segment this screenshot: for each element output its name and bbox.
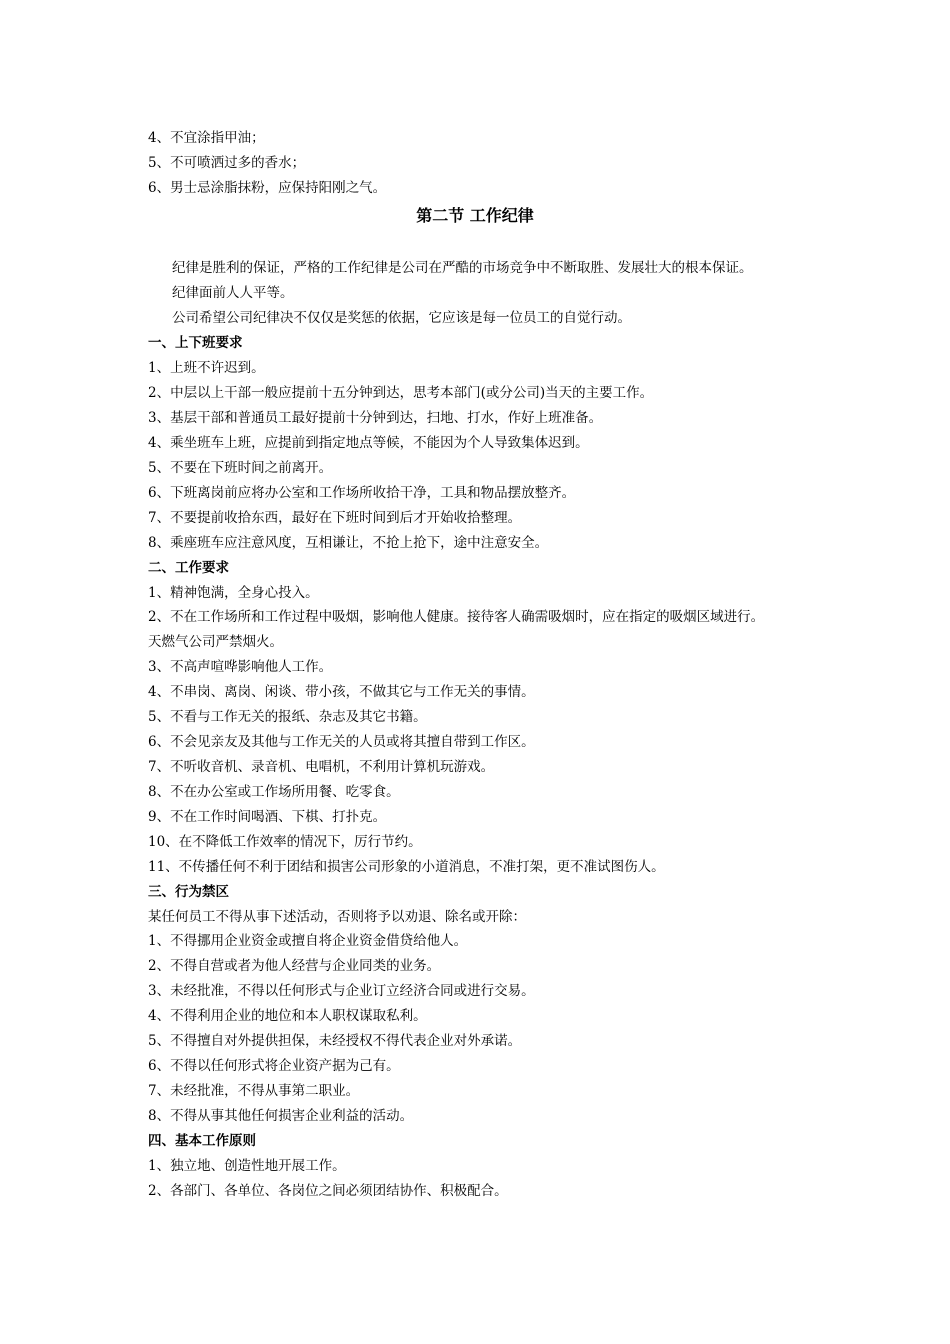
list-item: 3、基层干部和普通员工最好提前十分钟到达，扫地、打水，作好上班准备。 — [148, 410, 603, 426]
list-item: 4、乘坐班车上班，应提前到指定地点等候，不能因为个人导致集体迟到。 — [148, 435, 589, 451]
list-item: 6、下班离岗前应将办公室和工作场所收拾干净，工具和物品摆放整齐。 — [148, 485, 576, 501]
intro-paragraph: 纪律面前人人平等。 — [172, 285, 294, 301]
list-item: 9、不在工作时间喝酒、下棋、打扑克。 — [148, 809, 387, 825]
list-item: 2、不在工作场所和工作过程中吸烟，影响他人健康。接待客人确需吸烟时，应在指定的吸烟区域进行。 — [148, 609, 765, 625]
list-item: 5、不得擅自对外提供担保，未经授权不得代表企业对外承诺。 — [148, 1033, 522, 1049]
list-item: 8、不得从事其他任何损害企业利益的活动。 — [148, 1108, 414, 1124]
list-item: 8、乘座班车应注意风度，互相谦让，不抢上抢下，途中注意安全。 — [148, 535, 549, 551]
list-item: 11、不传播任何不利于团结和损害公司形象的小道消息，不准打架，更不准试图伤人。 — [148, 859, 665, 875]
list-item: 天燃气公司严禁烟火。 — [148, 634, 283, 650]
list-item: 6、不会见亲友及其他与工作无关的人员或将其擅自带到工作区。 — [148, 734, 535, 750]
list-item: 7、不听收音机、录音机、电唱机，不利用计算机玩游戏。 — [148, 759, 495, 775]
subsection-heading: 三、行为禁区 — [148, 884, 229, 900]
intro-paragraph: 纪律是胜利的保证，严格的工作纪律是公司在严酷的市场竞争中不断取胜、发展壮大的根本保证。 — [172, 260, 753, 276]
list-item: 3、不高声喧哗影响他人工作。 — [148, 659, 333, 675]
list-item: 2、不得自营或者为他人经营与企业同类的业务。 — [148, 958, 441, 974]
list-item: 3、未经批准，不得以任何形式与企业订立经济合同或进行交易。 — [148, 983, 535, 999]
list-item: 5、不可喷洒过多的香水； — [148, 155, 306, 171]
list-item: 4、不串岗、离岗、闲谈、带小孩，不做其它与工作无关的事情。 — [148, 684, 535, 700]
list-item: 5、不要在下班时间之前离开。 — [148, 460, 333, 476]
intro-paragraph: 公司希望公司纪律决不仅仅是奖惩的依据，它应该是每一位员工的自觉行动。 — [172, 310, 631, 326]
list-item: 2、各部门、各单位、各岗位之间必须团结协作、积极配合。 — [148, 1183, 508, 1199]
list-item: 8、不在办公室或工作场所用餐、吃零食。 — [148, 784, 400, 800]
list-item: 4、不得利用企业的地位和本人职权谋取私利。 — [148, 1008, 427, 1024]
list-item: 1、不得挪用企业资金或擅自将企业资金借贷给他人。 — [148, 933, 468, 949]
list-item: 7、未经批准，不得从事第二职业。 — [148, 1083, 360, 1099]
list-item: 6、男士忌涂脂抹粉，应保持阳刚之气。 — [148, 180, 387, 196]
list-item: 4、不宜涂指甲油； — [148, 130, 265, 146]
list-item: 1、独立地、创造性地开展工作。 — [148, 1158, 346, 1174]
lead-paragraph: 某任何员工不得从事下述活动，否则将予以劝退、除名或开除： — [148, 909, 526, 925]
list-item: 1、上班不许迟到。 — [148, 360, 265, 376]
list-item: 6、不得以任何形式将企业资产据为己有。 — [148, 1058, 400, 1074]
list-item: 7、不要提前收拾东西，最好在下班时间到后才开始收拾整理。 — [148, 510, 522, 526]
subsection-heading: 一、上下班要求 — [148, 335, 243, 351]
section-title: 第二节 工作纪律 — [416, 206, 534, 225]
list-item: 2、中层以上干部一般应提前十五分钟到达，思考本部门(或分公司)当天的主要工作。 — [148, 385, 654, 401]
list-item: 1、精神饱满，全身心投入。 — [148, 585, 319, 601]
list-item: 5、不看与工作无关的报纸、杂志及其它书籍。 — [148, 709, 427, 725]
list-item: 10、在不降低工作效率的情况下，厉行节约。 — [148, 834, 422, 850]
subsection-heading: 二、工作要求 — [148, 560, 229, 576]
subsection-heading: 四、基本工作原则 — [148, 1133, 256, 1149]
